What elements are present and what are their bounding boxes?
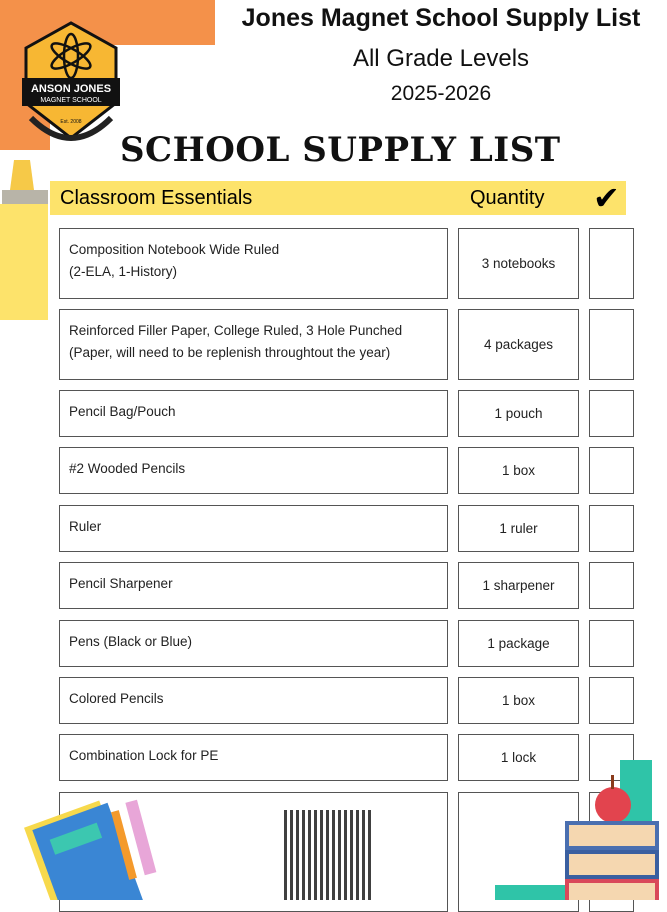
- item-name: Pencil Bag/Pouch: [69, 404, 176, 419]
- school-logo: [6, 8, 136, 158]
- table-header: [50, 181, 626, 215]
- item-cell: [59, 447, 448, 494]
- checkbox[interactable]: [589, 620, 634, 667]
- item-name: Combination Lock for PE: [69, 748, 219, 763]
- qr-code: [284, 810, 374, 900]
- checkmark-icon: ✔: [593, 180, 620, 216]
- item-note: (Paper, will need to be replenish throughtout the year): [69, 345, 391, 360]
- item-name: Composition Notebook Wide Ruled: [69, 242, 280, 257]
- item-cell: [59, 228, 448, 299]
- item-name: Reinforced Filler Paper, College Ruled, 3 Hole Punched: [69, 323, 403, 338]
- quantity-cell: 4 packages: [458, 309, 579, 380]
- notebook-illustration: [20, 790, 170, 900]
- quantity-cell: 1 box: [458, 677, 579, 724]
- column-quantity: Quantity: [470, 187, 545, 209]
- page-title: Jones Magnet School Supply List: [241, 4, 641, 32]
- item-cell: [59, 390, 448, 437]
- quantity-cell: 1 sharpener: [458, 562, 579, 609]
- checkbox[interactable]: [589, 309, 634, 380]
- item-name: Pens (Black or Blue): [69, 634, 193, 649]
- item-cell: [59, 505, 448, 552]
- school-year: 2025-2026: [390, 82, 492, 105]
- item-name: #2 Wooded Pencils: [69, 461, 186, 476]
- item-cell: [59, 677, 448, 724]
- checkbox[interactable]: [589, 228, 634, 299]
- item-cell: [59, 562, 448, 609]
- item-cell: [59, 734, 448, 781]
- checkbox[interactable]: [589, 562, 634, 609]
- quantity-cell: 3 notebooks: [458, 228, 579, 299]
- supply-list-heading: SCHOOL SUPPLY LIST: [120, 130, 561, 170]
- quantity-cell: 1 package: [458, 620, 579, 667]
- svg-text:ANSON JONES: ANSON JONES: [30, 83, 112, 95]
- item-name: Colored Pencils: [69, 691, 164, 706]
- checkbox[interactable]: [589, 505, 634, 552]
- item-cell: [59, 620, 448, 667]
- svg-text:MAGNET SCHOOL: MAGNET SCHOOL: [40, 97, 102, 104]
- quantity-cell: 1 ruler: [458, 505, 579, 552]
- quantity-cell: 1 lock: [458, 734, 579, 781]
- svg-text:Est. 2008: Est. 2008: [60, 119, 82, 125]
- highlighter-illustration: [0, 160, 48, 320]
- item-cell: [59, 309, 448, 380]
- quantity-cell: 1 box: [458, 447, 579, 494]
- checkbox[interactable]: [589, 677, 634, 724]
- quantity-cell: 1 pouch: [458, 390, 579, 437]
- checkbox[interactable]: [589, 390, 634, 437]
- item-note: (2-ELA, 1-History): [69, 264, 178, 279]
- item-name: Ruler: [69, 519, 102, 534]
- item-name: Pencil Sharpener: [69, 576, 173, 591]
- books-apple-illustration: [495, 760, 667, 900]
- checkbox[interactable]: [589, 447, 634, 494]
- grade-levels: All Grade Levels: [352, 45, 530, 72]
- column-item: Classroom Essentials: [60, 187, 253, 209]
